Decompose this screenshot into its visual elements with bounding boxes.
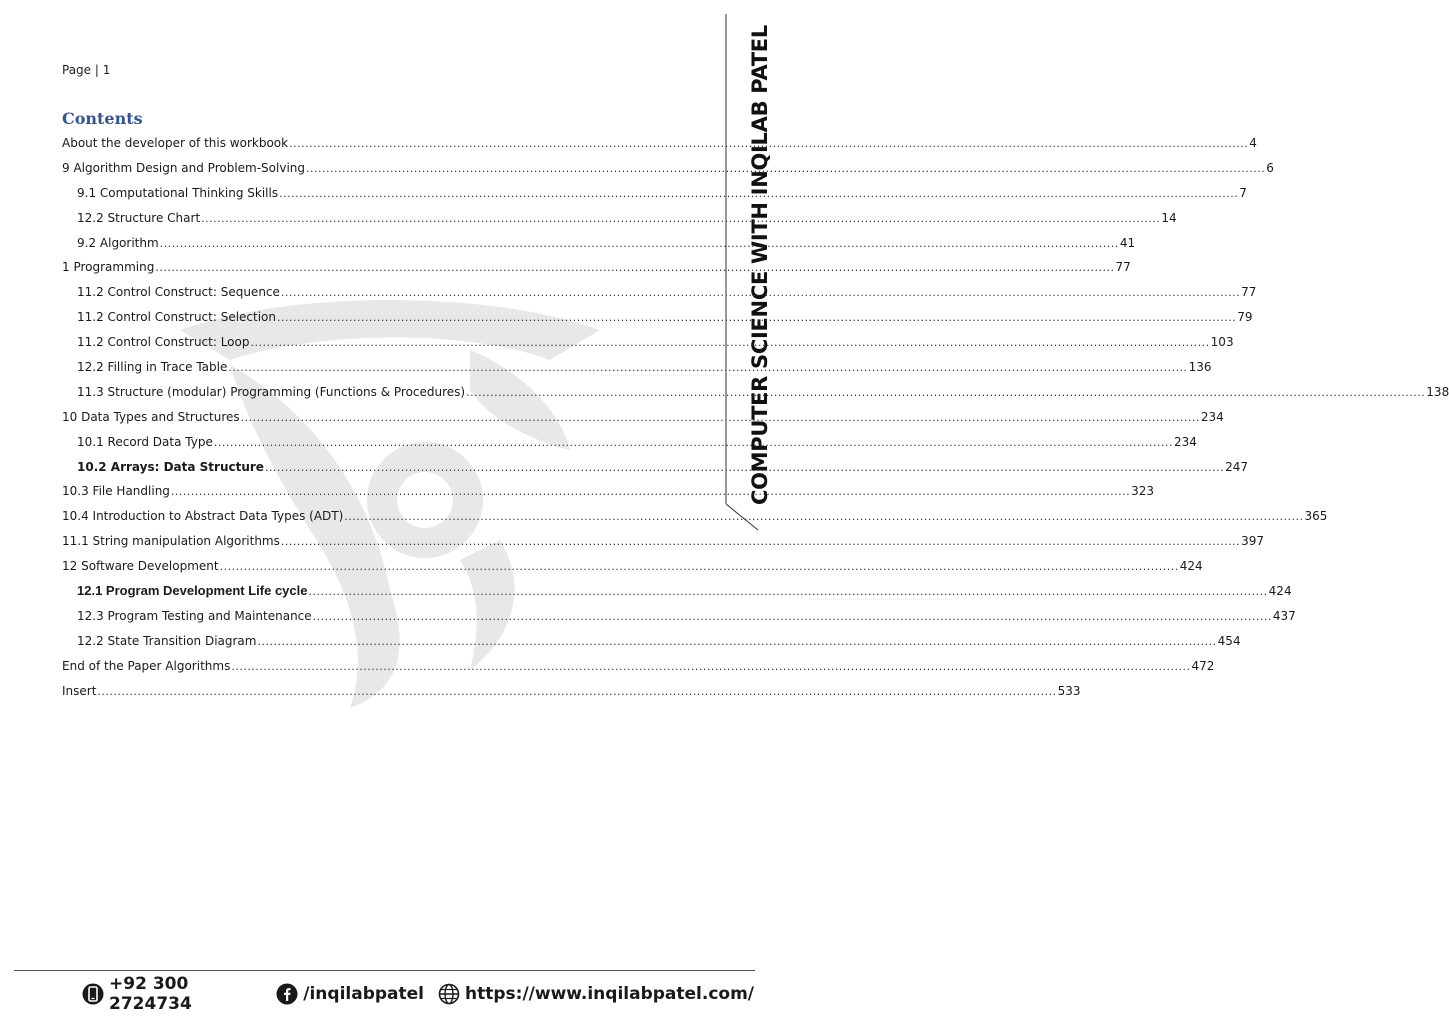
toc-entry-title[interactable]: 11.2 Control Construct: Sequence xyxy=(77,285,280,300)
footer-divider xyxy=(14,970,755,971)
toc-entry-page: 365 xyxy=(1304,509,1328,524)
facebook-icon xyxy=(276,983,298,1005)
toc-entry-title[interactable]: 10.2 Arrays: Data Structure xyxy=(77,459,264,474)
toc-entry[interactable] xyxy=(62,606,1296,631)
toc-entry[interactable] xyxy=(62,581,1292,606)
footer-facebook-text[interactable]: /inqilabpatel xyxy=(303,984,424,1004)
toc-entry[interactable] xyxy=(62,257,1131,282)
toc-entry-title[interactable]: 12.3 Program Testing and Maintenance xyxy=(77,608,312,623)
toc-entry-page: 323 xyxy=(1131,484,1155,499)
footer-phone xyxy=(82,974,262,1014)
page-number-label: Page | 1 xyxy=(62,63,111,77)
toc-entry[interactable] xyxy=(62,357,1212,382)
toc-leader-dots xyxy=(265,458,1224,478)
toc-entry-title[interactable]: 10.4 Introduction to Abstract Data Types (ADT) xyxy=(62,509,344,524)
toc-entry-title[interactable]: 10.1 Record Data Type xyxy=(77,434,213,449)
toc-leader-dots xyxy=(97,682,1056,702)
toc-entry-page: 533 xyxy=(1057,683,1081,698)
toc-entry[interactable] xyxy=(62,332,1234,357)
toc-leader-dots xyxy=(306,159,1265,179)
toc-entry-page: 77 xyxy=(1115,260,1131,275)
toc-leader-dots xyxy=(466,383,1425,403)
toc-entry-page: 4 xyxy=(1249,136,1257,150)
toc-leader-dots xyxy=(220,557,1179,577)
footer-website[interactable] xyxy=(438,983,754,1005)
toc-entry-title[interactable]: 9.2 Algorithm xyxy=(77,235,159,250)
toc-leader-dots xyxy=(171,482,1130,502)
toc-entry-page: 103 xyxy=(1210,335,1234,350)
footer-website-text[interactable]: https://www.inqilabpatel.com/ xyxy=(465,984,754,1004)
toc-entry-title[interactable]: 1 Programming xyxy=(62,260,155,275)
toc-entry-page: 7 xyxy=(1239,185,1247,200)
toc-entry-page: 437 xyxy=(1272,608,1296,623)
contents-heading: Contents xyxy=(62,109,143,128)
toc-entry-page: 234 xyxy=(1200,409,1224,424)
toc-entry[interactable] xyxy=(62,208,1177,233)
toc-entry[interactable] xyxy=(62,307,1253,332)
toc-entry[interactable] xyxy=(62,282,1257,307)
toc-leader-dots xyxy=(231,657,1190,677)
toc-entry-page: 136 xyxy=(1188,360,1212,375)
toc-entry-title[interactable]: 9.1 Computational Thinking Skills xyxy=(77,185,279,200)
toc-entry-title[interactable]: Insert xyxy=(62,683,97,698)
toc-leader-dots xyxy=(281,283,1240,303)
toc-leader-dots xyxy=(344,507,1303,527)
toc-leader-dots xyxy=(241,408,1200,428)
toc-entry[interactable] xyxy=(62,382,1449,407)
toc-entry-title[interactable]: 9 Algorithm Design and Problem-Solving xyxy=(62,160,306,175)
toc-entry-page: 397 xyxy=(1241,534,1264,549)
toc-entry-title[interactable]: 12.2 Filling in Trace Table xyxy=(77,360,228,375)
toc-entry-page: 14 xyxy=(1161,210,1177,225)
toc-entry-page: 424 xyxy=(1268,584,1292,599)
toc-entry[interactable] xyxy=(62,506,1328,531)
toc-leader-dots xyxy=(277,308,1236,328)
toc-entry-page: 234 xyxy=(1174,434,1197,449)
toc-leader-dots xyxy=(201,209,1160,229)
toc-entry-page: 472 xyxy=(1191,658,1215,673)
toc-entry-page: 41 xyxy=(1119,235,1136,250)
toc-leader-dots xyxy=(289,134,1248,154)
toc-entry[interactable] xyxy=(62,407,1224,432)
toc-leader-dots xyxy=(279,184,1238,204)
globe-icon xyxy=(438,983,460,1005)
toc-entry-page: 79 xyxy=(1237,310,1253,325)
toc-entry[interactable] xyxy=(62,531,1264,556)
toc-entry[interactable] xyxy=(62,631,1241,656)
toc-entry[interactable] xyxy=(62,158,1274,183)
toc-entry-page: 138 xyxy=(1426,384,1449,399)
toc-entry-title[interactable]: End of the Paper Algorithms xyxy=(62,658,231,673)
toc-leader-dots xyxy=(281,532,1240,552)
toc-leader-dots xyxy=(257,632,1216,652)
footer-contacts xyxy=(82,974,768,1014)
toc-entry[interactable] xyxy=(62,481,1155,506)
toc-leader-dots xyxy=(228,358,1187,378)
toc-entry[interactable] xyxy=(62,133,1257,158)
toc-entry[interactable] xyxy=(62,556,1203,581)
toc-entry-title[interactable]: 12.2 Structure Chart xyxy=(77,210,201,225)
footer-facebook[interactable] xyxy=(276,983,424,1005)
toc-entry[interactable] xyxy=(62,183,1247,208)
toc-leader-dots xyxy=(250,333,1209,353)
toc-entry[interactable] xyxy=(62,656,1215,681)
toc-entry[interactable] xyxy=(62,457,1249,482)
toc-entry-title[interactable]: 12.1 Program Development Life cycle xyxy=(77,583,308,599)
toc-entry-page: 424 xyxy=(1179,559,1203,574)
toc-entry-title[interactable]: 11.3 Structure (modular) Programming (Functions & Procedures) xyxy=(77,384,466,399)
toc-entry-title[interactable]: 12.2 State Transition Diagram xyxy=(77,633,257,648)
toc-entry[interactable] xyxy=(62,432,1197,457)
toc-entry-title[interactable]: 12 Software Development xyxy=(62,559,219,574)
toc-entry-title[interactable]: About the developer of this workbook xyxy=(62,136,289,150)
toc-leader-dots xyxy=(308,582,1267,602)
toc-entry-title[interactable]: 10 Data Types and Structures xyxy=(62,409,240,424)
toc-entry-title[interactable]: 10.3 File Handling xyxy=(62,484,170,499)
toc-entry-title[interactable]: 11.2 Control Construct: Selection xyxy=(77,310,277,325)
toc-leader-dots xyxy=(313,607,1272,627)
toc-entry-title[interactable]: 11.2 Control Construct: Loop xyxy=(77,335,250,350)
toc-leader-dots xyxy=(214,433,1173,453)
toc-leader-dots xyxy=(160,234,1119,254)
toc-entry-page: 247 xyxy=(1225,459,1249,474)
toc-entry-page: 77 xyxy=(1241,285,1257,300)
footer-phone-text: +92 300 2724734 xyxy=(109,974,192,1014)
toc-entry[interactable] xyxy=(62,233,1136,258)
toc-leader-dots xyxy=(155,258,1114,278)
toc-entry-page: 6 xyxy=(1266,160,1274,175)
toc-entry-page: 454 xyxy=(1217,633,1241,648)
toc-entry[interactable] xyxy=(62,681,1081,706)
toc-entry-title[interactable]: 11.1 String manipulation Algorithms xyxy=(62,534,280,549)
side-banner-title: COMPUTER SCIENCE WITH INQILAB PATEL xyxy=(748,25,772,505)
phone-icon xyxy=(82,983,104,1005)
